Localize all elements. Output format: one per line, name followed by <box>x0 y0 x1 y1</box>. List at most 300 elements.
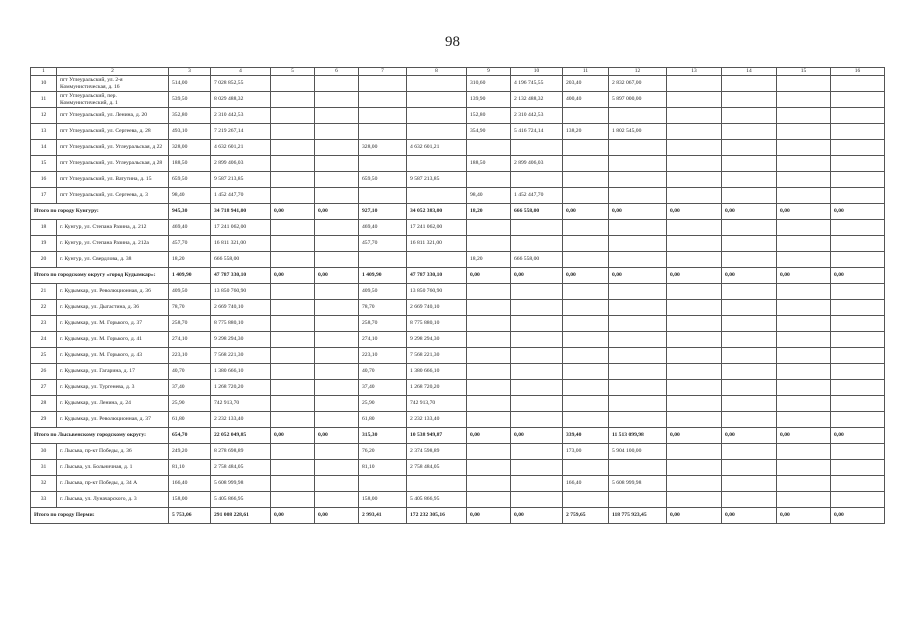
value-cell <box>511 492 563 508</box>
value-cell <box>359 252 407 268</box>
value-cell <box>315 76 359 92</box>
value-cell <box>722 172 777 188</box>
value-cell: 166,40 <box>169 476 211 492</box>
value-cell <box>563 332 609 348</box>
value-cell: 47 787 330,10 <box>407 268 467 284</box>
value-cell: 0,00 <box>667 204 722 220</box>
value-cell: 1 380 666,10 <box>211 364 271 380</box>
value-cell <box>407 76 467 92</box>
value-cell: 0,00 <box>467 508 511 524</box>
value-cell <box>777 108 831 124</box>
value-cell <box>511 220 563 236</box>
value-cell <box>359 76 407 92</box>
value-cell: 8 278 698,89 <box>211 444 271 460</box>
value-cell <box>467 236 511 252</box>
value-cell <box>831 284 885 300</box>
value-cell <box>667 172 722 188</box>
row-number: 17 <box>31 188 57 204</box>
value-cell: 7 219 267,14 <box>211 124 271 140</box>
value-cell: 1 452 447,70 <box>511 188 563 204</box>
value-cell: 1 380 666,10 <box>407 364 467 380</box>
value-cell: 4 632 601,21 <box>211 140 271 156</box>
row-number: 33 <box>31 492 57 508</box>
value-cell <box>271 444 315 460</box>
value-cell: 457,70 <box>359 236 407 252</box>
address-cell: пгт Углеуральский, ул. Углеуральская, д 22 <box>57 140 169 156</box>
table-row <box>31 188 885 204</box>
total-label: Итого по городскому округу «город Кудымкар»: <box>31 268 169 284</box>
value-cell <box>667 348 722 364</box>
value-cell <box>511 412 563 428</box>
value-cell <box>467 444 511 460</box>
row-number: 18 <box>31 220 57 236</box>
value-cell <box>271 92 315 108</box>
value-cell <box>511 476 563 492</box>
address-cell: пгт Углеуральский, ул. Ватутина, д. 15 <box>57 172 169 188</box>
row-number: 16 <box>31 172 57 188</box>
value-cell: 2 669 740,10 <box>211 300 271 316</box>
value-cell <box>667 284 722 300</box>
value-cell <box>831 108 885 124</box>
address-cell: г. Кунгур, ул. Степана Разина, д. 212 <box>57 220 169 236</box>
value-cell: 659,50 <box>169 172 211 188</box>
value-cell <box>609 492 667 508</box>
value-cell <box>511 140 563 156</box>
value-cell <box>722 348 777 364</box>
value-cell <box>315 140 359 156</box>
value-cell <box>563 284 609 300</box>
value-cell <box>609 380 667 396</box>
column-number: 12 <box>609 68 667 76</box>
value-cell <box>315 380 359 396</box>
address-cell: г. Кудымкар, ул. Ленина, д. 24 <box>57 396 169 412</box>
value-cell: 78,70 <box>359 300 407 316</box>
value-cell: 0,00 <box>609 268 667 284</box>
address-cell: г. Кудымкар, ул. Дыгастина, д. 36 <box>57 300 169 316</box>
value-cell: 2 132 488,32 <box>511 92 563 108</box>
value-cell <box>271 108 315 124</box>
value-cell <box>722 108 777 124</box>
value-cell: 13 850 760,90 <box>407 284 467 300</box>
value-cell <box>722 124 777 140</box>
value-cell <box>831 332 885 348</box>
value-cell <box>271 332 315 348</box>
value-cell: 8 029 488,32 <box>211 92 271 108</box>
value-cell <box>831 412 885 428</box>
value-cell: 1 409,90 <box>359 268 407 284</box>
value-cell: 158,00 <box>169 492 211 508</box>
value-cell <box>609 316 667 332</box>
value-cell: 0,00 <box>609 204 667 220</box>
value-cell: 0,00 <box>777 428 831 444</box>
value-cell: 40,70 <box>359 364 407 380</box>
value-cell: 0,00 <box>667 508 722 524</box>
table-row <box>31 364 885 380</box>
value-cell <box>563 188 609 204</box>
value-cell <box>722 380 777 396</box>
value-cell <box>777 300 831 316</box>
value-cell <box>777 444 831 460</box>
value-cell: 10 538 949,87 <box>407 428 467 444</box>
value-cell: 0,00 <box>831 428 885 444</box>
value-cell <box>667 332 722 348</box>
row-number: 25 <box>31 348 57 364</box>
value-cell: 158,00 <box>359 492 407 508</box>
value-cell <box>777 476 831 492</box>
value-cell: 2 759,65 <box>563 508 609 524</box>
column-number: 14 <box>722 68 777 76</box>
value-cell <box>609 236 667 252</box>
value-cell <box>271 172 315 188</box>
value-cell <box>467 476 511 492</box>
value-cell <box>511 332 563 348</box>
value-cell: 400,40 <box>563 92 609 108</box>
value-cell <box>315 332 359 348</box>
value-cell: 1 452 447,70 <box>211 188 271 204</box>
value-cell <box>722 76 777 92</box>
row-number: 12 <box>31 108 57 124</box>
row-number: 19 <box>31 236 57 252</box>
value-cell: 0,00 <box>777 268 831 284</box>
value-cell <box>271 348 315 364</box>
value-cell: 469,40 <box>359 220 407 236</box>
value-cell: 0,00 <box>831 268 885 284</box>
address-cell: г. Кудымкар, ул. М. Горького, д. 37 <box>57 316 169 332</box>
value-cell: 0,00 <box>467 268 511 284</box>
column-number: 9 <box>467 68 511 76</box>
value-cell <box>831 156 885 172</box>
value-cell <box>563 172 609 188</box>
address-cell: г. Кунгур, ул. Степана Разина, д. 212а <box>57 236 169 252</box>
value-cell: 152,80 <box>467 108 511 124</box>
value-cell: 4 196 745,55 <box>511 76 563 92</box>
value-cell <box>467 380 511 396</box>
address-cell: пгт Углеуральский, ул. Сергеева, д. 3 <box>57 188 169 204</box>
value-cell <box>667 108 722 124</box>
row-number: 26 <box>31 364 57 380</box>
table-row <box>31 252 885 268</box>
value-cell <box>315 460 359 476</box>
value-cell <box>722 236 777 252</box>
value-cell: 666 558,00 <box>511 252 563 268</box>
table-row <box>31 316 885 332</box>
value-cell: 2 310 442,53 <box>211 108 271 124</box>
column-number: 11 <box>563 68 609 76</box>
value-cell <box>271 76 315 92</box>
value-cell: 2 832 067,00 <box>609 76 667 92</box>
value-cell: 2 993,41 <box>359 508 407 524</box>
value-cell <box>467 396 511 412</box>
value-cell: 514,00 <box>169 76 211 92</box>
value-cell <box>407 252 467 268</box>
value-cell <box>271 188 315 204</box>
total-row <box>31 268 885 284</box>
value-cell <box>831 172 885 188</box>
value-cell: 5 904 100,00 <box>609 444 667 460</box>
value-cell <box>777 188 831 204</box>
value-cell: 0,00 <box>511 508 563 524</box>
value-cell: 2 899 406,03 <box>511 156 563 172</box>
value-cell: 76,20 <box>359 444 407 460</box>
value-cell <box>315 236 359 252</box>
address-cell: г. Кудымкар, ул. Тургенева, д. 3 <box>57 380 169 396</box>
value-cell <box>609 396 667 412</box>
address-cell: пгт Углеуральский, ул. Сергеева, д. 28 <box>57 124 169 140</box>
value-cell: 0,00 <box>563 268 609 284</box>
table-row <box>31 396 885 412</box>
value-cell: 0,00 <box>563 204 609 220</box>
value-cell: 37,40 <box>359 380 407 396</box>
value-cell: 0,00 <box>511 428 563 444</box>
value-cell: 5 405 866,95 <box>407 492 467 508</box>
value-cell <box>831 380 885 396</box>
address-cell: г. Кудымкар, ул. Революционная, д. 37 <box>57 412 169 428</box>
value-cell: 0,00 <box>315 508 359 524</box>
value-cell: 2 232 133,40 <box>407 412 467 428</box>
column-number: 10 <box>511 68 563 76</box>
value-cell: 7 028 852,55 <box>211 76 271 92</box>
value-cell <box>563 364 609 380</box>
value-cell: 223,10 <box>359 348 407 364</box>
table-header-row <box>31 68 885 76</box>
value-cell <box>315 156 359 172</box>
value-cell <box>831 396 885 412</box>
value-cell <box>563 492 609 508</box>
value-cell: 172 232 305,16 <box>407 508 467 524</box>
value-cell <box>831 252 885 268</box>
value-cell <box>667 364 722 380</box>
value-cell: 9 587 213,85 <box>407 172 467 188</box>
value-cell <box>609 140 667 156</box>
value-cell <box>511 284 563 300</box>
value-cell <box>609 332 667 348</box>
value-cell <box>563 252 609 268</box>
value-cell: 0,00 <box>722 204 777 220</box>
value-cell <box>511 300 563 316</box>
value-cell <box>722 412 777 428</box>
value-cell <box>831 364 885 380</box>
value-cell <box>271 156 315 172</box>
row-number: 10 <box>31 76 57 92</box>
value-cell <box>563 108 609 124</box>
value-cell: 0,00 <box>667 268 722 284</box>
value-cell: 37,40 <box>169 380 211 396</box>
total-row <box>31 428 885 444</box>
value-cell <box>777 76 831 92</box>
value-cell: 0,00 <box>722 428 777 444</box>
table-row <box>31 76 885 92</box>
value-cell <box>777 412 831 428</box>
table-row <box>31 284 885 300</box>
value-cell <box>831 92 885 108</box>
value-cell: 274,10 <box>169 332 211 348</box>
value-cell <box>511 380 563 396</box>
value-cell: 22 052 049,85 <box>211 428 271 444</box>
column-number: 3 <box>169 68 211 76</box>
value-cell: 291 008 228,61 <box>211 508 271 524</box>
value-cell <box>667 476 722 492</box>
value-cell <box>777 348 831 364</box>
value-cell <box>722 460 777 476</box>
value-cell <box>609 460 667 476</box>
value-cell <box>315 172 359 188</box>
page-number: 98 <box>445 34 460 50</box>
address-cell: г. Кудымкар, ул. М. Горького, д. 41 <box>57 332 169 348</box>
value-cell <box>407 188 467 204</box>
value-cell: 139,90 <box>467 92 511 108</box>
value-cell <box>777 172 831 188</box>
value-cell <box>563 140 609 156</box>
value-cell: 81,10 <box>169 460 211 476</box>
value-cell <box>315 300 359 316</box>
row-number: 28 <box>31 396 57 412</box>
value-cell: 339,40 <box>563 428 609 444</box>
value-cell <box>271 284 315 300</box>
value-cell <box>831 348 885 364</box>
value-cell <box>667 76 722 92</box>
row-number: 14 <box>31 140 57 156</box>
value-cell <box>667 252 722 268</box>
address-cell: пгт Углеуральский, пер. Коммунистический, д. 1 <box>57 92 169 108</box>
value-cell <box>271 396 315 412</box>
value-cell <box>271 300 315 316</box>
value-cell <box>777 140 831 156</box>
total-row <box>31 204 885 220</box>
value-cell <box>831 236 885 252</box>
value-cell <box>609 108 667 124</box>
value-cell <box>609 252 667 268</box>
value-cell <box>609 412 667 428</box>
address-cell: г. Кудымкар, ул. Гагарина, д. 17 <box>57 364 169 380</box>
value-cell <box>831 476 885 492</box>
value-cell: 8 775 880,10 <box>211 316 271 332</box>
value-cell: 666 558,00 <box>511 204 563 220</box>
table-row <box>31 220 885 236</box>
value-cell <box>315 220 359 236</box>
row-number: 15 <box>31 156 57 172</box>
value-cell <box>467 348 511 364</box>
value-cell: 40,70 <box>169 364 211 380</box>
value-cell: 315,30 <box>359 428 407 444</box>
value-cell: 5 416 724,14 <box>511 124 563 140</box>
value-cell: 0,00 <box>271 508 315 524</box>
value-cell <box>467 364 511 380</box>
value-cell <box>777 316 831 332</box>
value-cell <box>467 220 511 236</box>
value-cell: 249,20 <box>169 444 211 460</box>
value-cell <box>722 156 777 172</box>
row-number: 31 <box>31 460 57 476</box>
column-number: 6 <box>315 68 359 76</box>
table-row <box>31 444 885 460</box>
value-cell <box>407 92 467 108</box>
value-cell: 457,70 <box>169 236 211 252</box>
value-cell <box>667 492 722 508</box>
table-row <box>31 140 885 156</box>
value-cell <box>271 220 315 236</box>
value-cell <box>407 108 467 124</box>
value-cell <box>315 348 359 364</box>
value-cell <box>777 92 831 108</box>
value-cell <box>831 140 885 156</box>
address-cell: г. Кудымкар, ул. Революционная, д. 36 <box>57 284 169 300</box>
value-cell: 81,10 <box>359 460 407 476</box>
value-cell <box>667 316 722 332</box>
value-cell <box>563 236 609 252</box>
value-cell <box>563 460 609 476</box>
value-cell <box>359 156 407 172</box>
column-number: 15 <box>777 68 831 76</box>
value-cell: 469,40 <box>169 220 211 236</box>
value-cell: 666 558,00 <box>211 252 271 268</box>
value-cell <box>609 364 667 380</box>
value-cell: 0,00 <box>271 204 315 220</box>
column-number: 2 <box>57 68 169 76</box>
value-cell: 5 405 866,95 <box>211 492 271 508</box>
column-number: 5 <box>271 68 315 76</box>
value-cell: 0,00 <box>467 428 511 444</box>
value-cell <box>722 220 777 236</box>
table-row <box>31 124 885 140</box>
value-cell <box>609 220 667 236</box>
value-cell: 2 758 484,05 <box>407 460 467 476</box>
value-cell <box>667 236 722 252</box>
value-cell <box>271 492 315 508</box>
value-cell <box>831 460 885 476</box>
value-cell <box>609 284 667 300</box>
value-cell <box>722 252 777 268</box>
value-cell: 0,00 <box>315 204 359 220</box>
value-cell <box>511 444 563 460</box>
value-cell: 188,50 <box>169 156 211 172</box>
value-cell <box>777 252 831 268</box>
value-cell <box>407 156 467 172</box>
value-cell <box>511 460 563 476</box>
value-cell <box>511 172 563 188</box>
value-cell <box>511 348 563 364</box>
value-cell <box>722 396 777 412</box>
value-cell <box>271 476 315 492</box>
value-cell <box>563 396 609 412</box>
value-cell <box>667 220 722 236</box>
value-cell <box>271 124 315 140</box>
value-cell: 1 268 720,20 <box>407 380 467 396</box>
address-cell: пгт Углеуральский, ул. Углеуральская, д 28 <box>57 156 169 172</box>
value-cell: 7 568 221,30 <box>407 348 467 364</box>
value-cell <box>407 124 467 140</box>
value-cell <box>722 476 777 492</box>
value-cell: 2 232 133,40 <box>211 412 271 428</box>
value-cell <box>467 316 511 332</box>
value-cell: 0,00 <box>271 428 315 444</box>
value-cell: 0,00 <box>315 428 359 444</box>
value-cell <box>359 92 407 108</box>
value-cell: 0,00 <box>315 268 359 284</box>
value-cell: 258,70 <box>359 316 407 332</box>
value-cell <box>359 108 407 124</box>
value-cell <box>831 492 885 508</box>
value-cell <box>777 332 831 348</box>
total-row <box>31 508 885 524</box>
value-cell: 18,20 <box>169 252 211 268</box>
value-cell: 173,00 <box>563 444 609 460</box>
table-row <box>31 156 885 172</box>
value-cell: 34 052 383,00 <box>407 204 467 220</box>
value-cell <box>609 188 667 204</box>
value-cell: 17 241 062,00 <box>211 220 271 236</box>
value-cell <box>407 476 467 492</box>
row-number: 20 <box>31 252 57 268</box>
